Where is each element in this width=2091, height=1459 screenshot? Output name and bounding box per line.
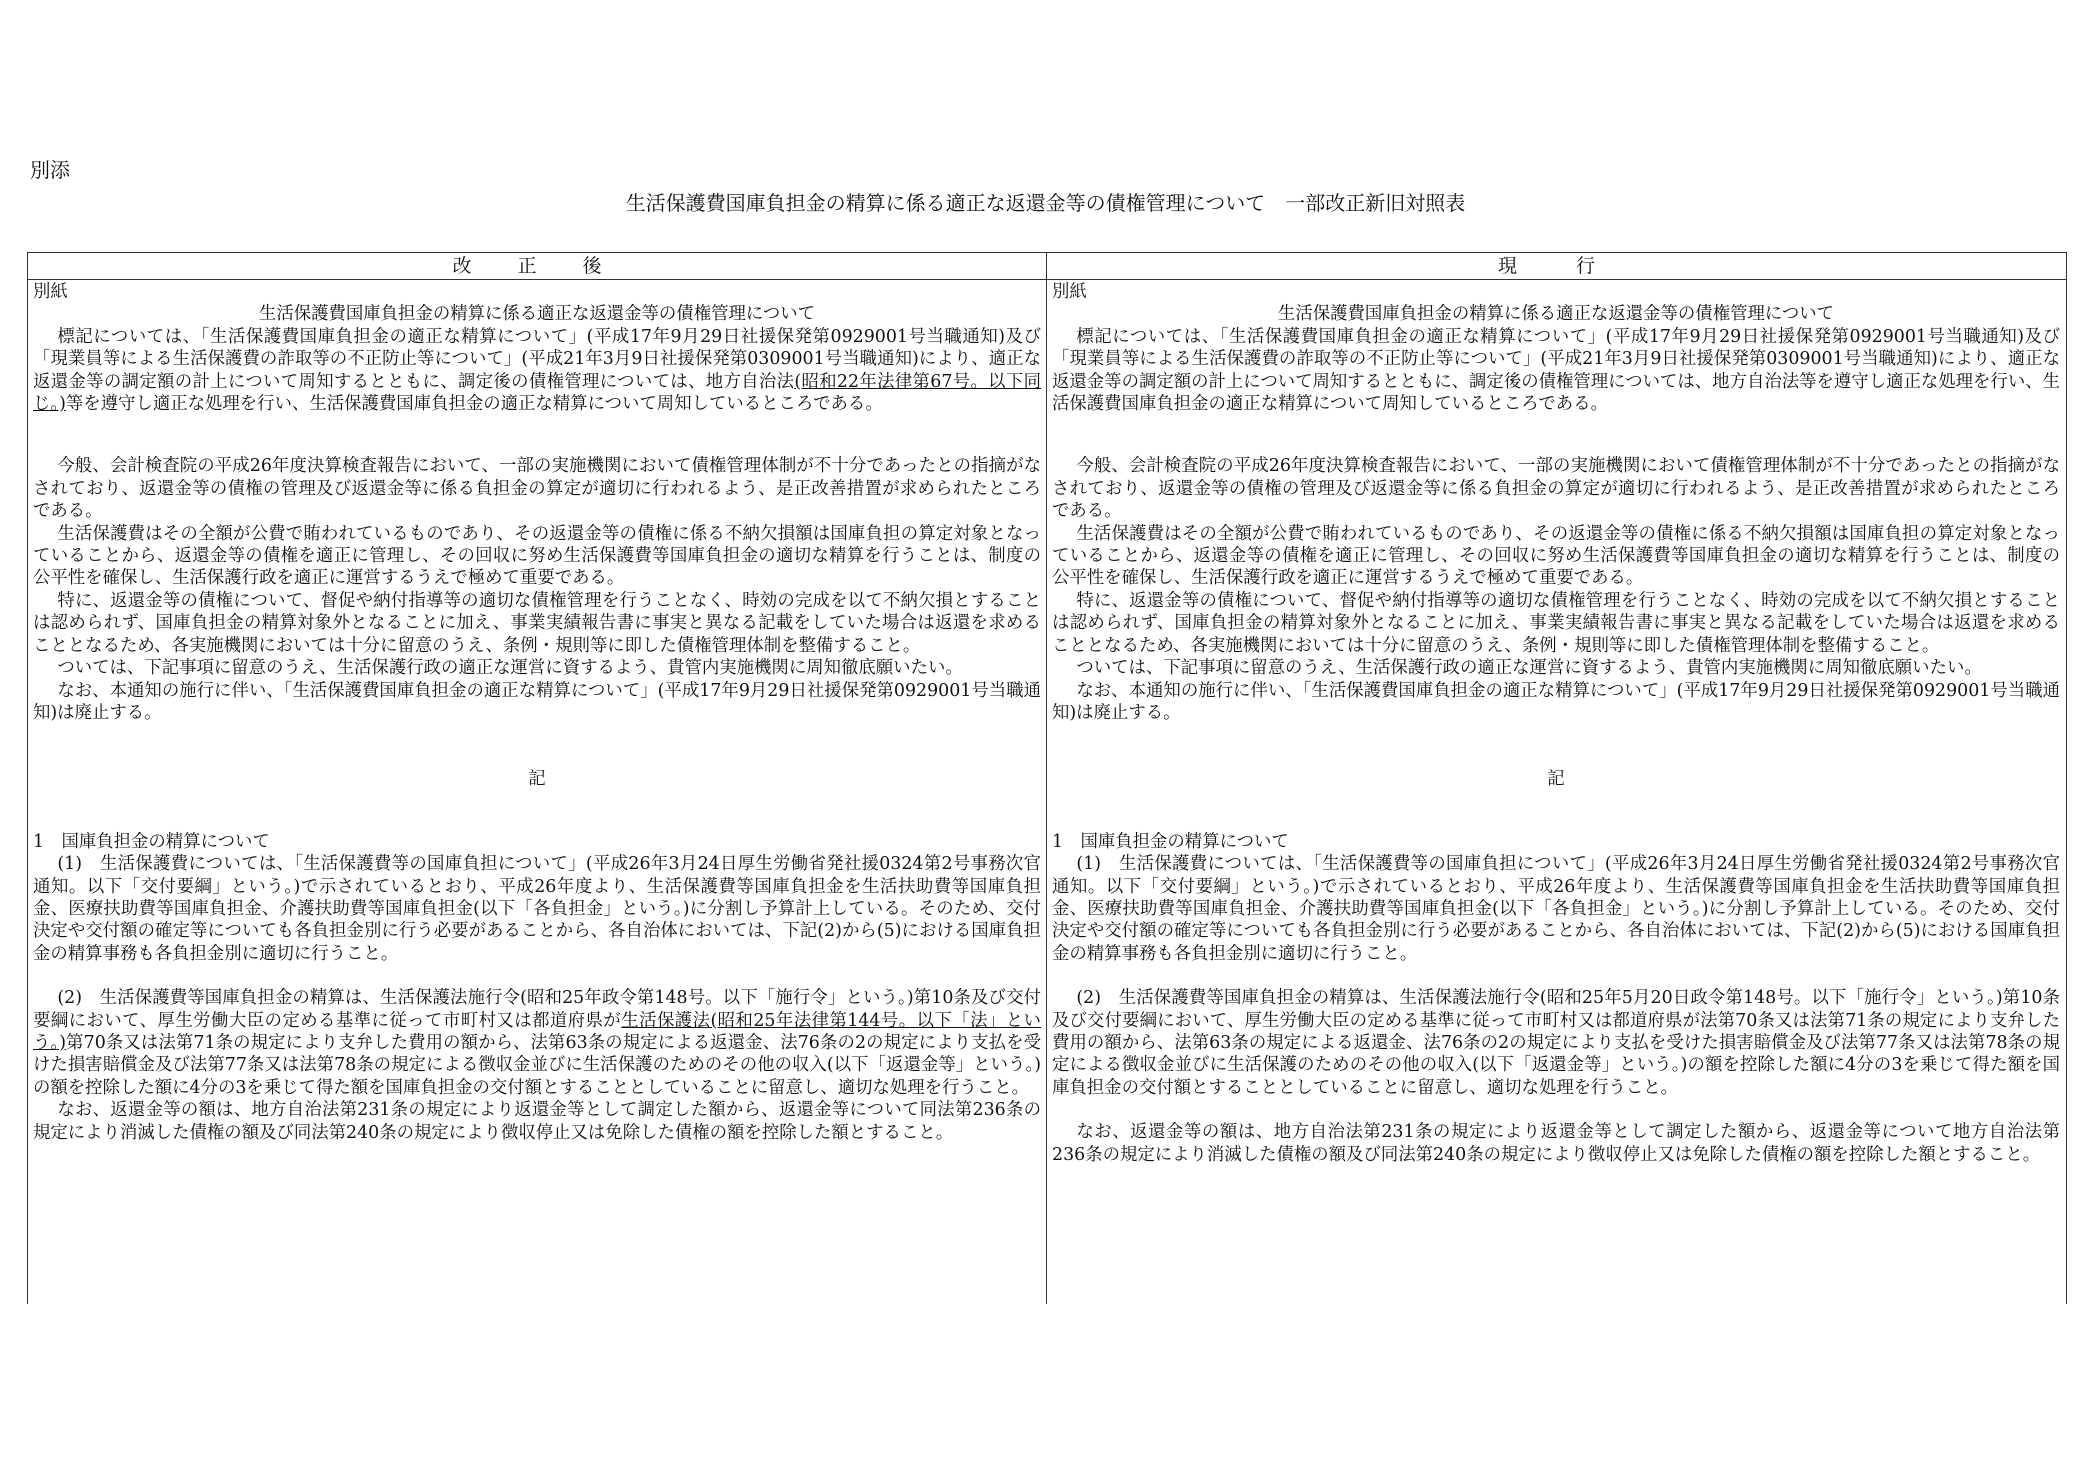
current-paragraph-3: 生活保護費はその全額が公費で賄われているものであり、その返還金等の債権に係る不納欠損額は国庫負担の算定対象となっていることから、返還金等の債権を適正に管理し、その回収に努め生活保護費等国庫負担金の適切な精算を行うことは、制度の公平性を確保し、生活保護行政を適正に運営するうえで極めて重要である。 [1052, 523, 2060, 589]
current-paragraph-2: 今般、会計検査院の平成26年度決算検査報告において、一部の実施機関において債権管理体制が不十分であったとの指摘がなされており、返還金等の債権の管理及び返還金等に係る負担金の算定が適切に行われるよう、是正改善措置が求められたところである。 [1052, 456, 2060, 522]
revised-paragraph-5: ついては、下記事項に留意のうえ、生活保護行政の適正な運営に資するよう、貴管内実施機関に周知徹底願いたい。 [57, 658, 963, 679]
revised-paragraph-1: 標記については、「生活保護費国庫負担金の適正な精算について」(平成17年9月29日社援保発第0929001号当職通知)及び「現業員等による生活保護費の詐取等の不正防止等について」(平成21年3月9日社援保発第0309001号当職通知)により、適正な返還金等の調定額の計上について周知するとともに、調定後の債権管理については、地方自治法(昭和22年法律第67号。以下同じ。)等を遵守し適正な処理を行い、生活保護費国庫負担金の適正な精算について周知しているところである。 [33, 326, 1042, 415]
revised-paragraph-2: 今般、会計検査院の平成26年度決算検査報告において、一部の実施機関において債権管理体制が不十分であったとの指摘がなされており、返還金等の債権の管理及び返還金等に係る負担金の算定が適切に行われるよう、是正改善措置が求められたところである。 [33, 456, 1041, 522]
current-paragraph-1: 標記については、「生活保護費国庫負担金の適正な精算について」(平成17年9月29日社援保発第0929001号当職通知)及び「現業員等による生活保護費の詐取等の不正防止等について」(平成21年3月9日社援保発第0309001号当職通知)により、適正な返還金等の調定額の計上について周知するとともに、調定後の債権管理については、地方自治法等を遵守し適正な処理を行い、生活保護費国庫負担金の適正な精算について周知しているところである。 [1052, 326, 2060, 415]
revised-section-1-2: (2) 生活保護費等国庫負担金の精算は、生活保護法施行令(昭和25年政令第148号。以下「施行令」という。)第10条及び交付要綱において、厚生労働大臣の定める基準に従って市町村又は都道府県が生活保護法(昭和25年法律第144号。以下「法」という。)第70条又は法第71条の規定により支弁した費用の額から、法第63条の規定による返還金、法76条の2の規定により支払を受けた損害賠償金及び法第77条又は法第78条の規定による徴収金並びに生活保護のためのその他の収入(以下「返還金等」という。)の額を控除した額に4分の3を乗じて得た額を国庫負担金の交付額とすることとしていることに留意し、適切な処理を行うこと。 [33, 988, 1042, 1098]
revised-underlined-amendment: (昭和22年法律第67号。以下同じ。) [33, 371, 1042, 415]
attachment-label: 別添 [30, 158, 70, 182]
revised-section-1: 1 国庫負担金の精算について [33, 831, 270, 852]
revised-notice-title: 生活保護費国庫負担金の精算に係る適正な返還金等の債権管理について [258, 304, 816, 325]
revised-paragraph-4: 特に、返還金等の債権について、督促や納付指導等の適切な債権管理を行うことなく、時効の完成を以て不納欠損とすることは認められず、国庫負担金の精算対象外となることに加え、事業実績報告書に事実と異なる記載をしていた場合は返還を求めることとなるため、各実施機関においては十分に留意のうえ、条例・規則等に即した債権管理体制を整備すること。 [33, 590, 1041, 656]
revised-section-1-1: (1) 生活保護費については、「生活保護費等の国庫負担について」(平成26年3月24日厚生労働省発社援0324第2号事務次官通知。以下「交付要綱」という。)で示されているとおり、平成26年度より、生活保護費等国庫負担金を生活扶助費等国庫負担金、医療扶助費等国庫負担金、介護扶助費等国庫負担金(以下「各負担金」という。)に分割し予算計上している。そのため、交付決定や交付額の確定等についても各負担金別に行う必要があることから、各自治体においては、下記(2)から(5)における国庫負担金の精算事務も各負担金別に適切に行うこと。 [33, 854, 1041, 964]
revised-section-1-3: なお、返還金等の額は、地方自治法第231条の規定により返還金等として調定した額から、返還金等について同法第236条の規定により消滅した債権の額及び同法第240条の規定により徴収停止又は免除した債権の額を控除した額とすること。 [33, 1100, 1041, 1143]
revised-ki: 記 [528, 769, 546, 790]
revised-paragraph-6: なお、本通知の施行に伴い、「生活保護費国庫負担金の適正な精算について」(平成17年9月29日社援保発第0929001号当職通知)は廃止する。 [33, 680, 1041, 723]
header-current: 現 行 [1047, 253, 2066, 280]
current-section-1-3: なお、返還金等の額は、地方自治法第231条の規定により返還金等として調定した額から、返還金等について地方自治法第236条の規定により消滅した債権の額及び同法第240条の規定により徴収停止又は免除した債権の額を控除した額とすること。 [1052, 1122, 2060, 1165]
current-section-1: 1 国庫負担金の精算について [1052, 831, 1289, 852]
current-paragraph-6: なお、本通知の施行に伴い、「生活保護費国庫負担金の適正な精算について」(平成17年9月29日社援保発第0929001号当職通知)は廃止する。 [1052, 680, 2060, 723]
current-column [1052, 281, 2060, 1166]
revised-label: 別紙 [33, 282, 68, 302]
comparison-table [27, 252, 2067, 1304]
current-ki: 記 [1547, 769, 1565, 790]
revised-underlined-law: 生活保護法(昭和25年法律第144号。以下「法」という。) [33, 1010, 1042, 1053]
header-revised: 改 正 後 [28, 253, 1046, 280]
current-section-1-2: (2) 生活保護費等国庫負担金の精算は、生活保護法施行令(昭和25年5月20日政令第148号。以下「施行令」という。)第10条及び交付要綱において、厚生労働大臣の定める基準に従って市町村又は都道府県が法第70条又は法第71条の規定により支弁した費用の額から、法第63条の規定による返還金、法76条の2の規定により支払を受けた損害賠償金及び法第77条又は法第78条の規定による徴収金並びに生活保護のためのその他の収入(以下「返還金等」という。)の額を控除した額に4分の3を乗じて得た額を国庫負担金の交付額とすることとしていることに留意し、適切な処理を行うこと。 [1052, 988, 2060, 1098]
column-divider [1046, 253, 1047, 1304]
current-paragraph-5: ついては、下記事項に留意のうえ、生活保護行政の適正な運営に資するよう、貴管内実施機関に周知徹底願いたい。 [1076, 658, 1982, 679]
revised-paragraph-3: 生活保護費はその全額が公費で賄われているものであり、その返還金等の債権に係る不納欠損額は国庫負担の算定対象となっていることから、返還金等の債権を適正に管理し、その回収に努め生活保護費等国庫負担金の適切な精算を行うことは、制度の公平性を確保し、生活保護行政を適正に運営するうえで極めて重要である。 [33, 523, 1041, 589]
current-notice-title: 生活保護費国庫負担金の精算に係る適正な返還金等の債権管理について [1277, 304, 1835, 325]
current-paragraph-4: 特に、返還金等の債権について、督促や納付指導等の適切な債権管理を行うことなく、時効の完成を以て不納欠損とすることは認められず、国庫負担金の精算対象外となることに加え、事業実績報告書に事実と異なる記載をしていた場合は返還を求めることとなるため、各実施機関においては十分に留意のうえ、条例・規則等に即した債権管理体制を整備すること。 [1052, 590, 2060, 656]
current-label: 別紙 [1052, 282, 1087, 302]
revised-column [33, 281, 1041, 1144]
current-section-1-1: (1) 生活保護費については、「生活保護費等の国庫負担について」(平成26年3月24日厚生労働省発社援0324第2号事務次官通知。以下「交付要綱」という。)で示されているとおり、平成26年度より、生活保護費等国庫負担金を生活扶助費等国庫負担金、医療扶助費等国庫負担金、介護扶助費等国庫負担金(以下「各負担金」という。)に分割し予算計上している。そのため、交付決定や交付額の確定等についても各負担金別に行う必要があることから、各自治体においては、下記(2)から(5)における国庫負担金の精算事務も各負担金別に適切に行うこと。 [1052, 854, 2060, 964]
document-title: 生活保護費国庫負担金の精算に係る適正な返還金等の債権管理について 一部改正新旧対照表 [625, 191, 1466, 215]
